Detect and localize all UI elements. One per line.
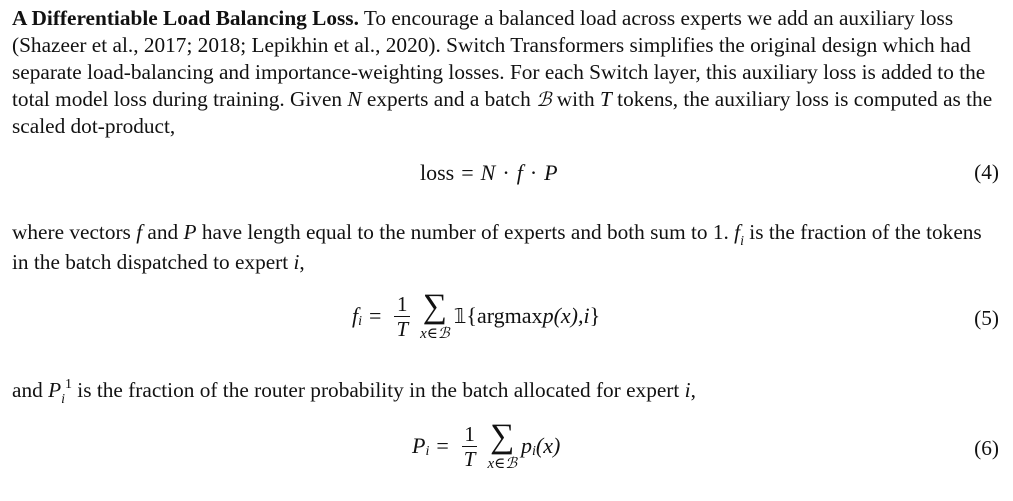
eq4-P: P [544,160,558,185]
paragraph-router-probability [12,377,999,407]
paragraph-text: is the fraction of the router probability in the batch allocated for expert [71,378,685,402]
paragraph-text: To encourage a balanced load across experts we add an auxiliary loss (Shazeer et al., 2017; 2018; Lepikhin et al., 2020). Switch Transformers simplifies the original design which had separate load-balancing and importance-weighting losses. For each Switch layer, this auxiliary loss is added to the total model loss during training. Given [12,6,986,111]
eq4-N: N [480,160,496,185]
equation-5 [352,290,600,342]
paragraph-text: , [690,378,696,402]
paragraph-text: where vectors [12,220,137,244]
math-subscript-i: i [740,234,744,249]
math-symbol-N: N [347,87,362,111]
eq5-numerator: 1 [397,291,408,316]
eq5-indicator: 𝟙 [453,304,467,328]
eq4-equals: = [461,160,474,185]
eq4-f: f [516,160,523,185]
eq4-dot: · [502,160,510,185]
math-symbol-i: i [684,378,691,402]
paragraph-fraction-tokens [12,219,999,276]
math-symbol-batch: ℬ [536,88,552,111]
eq6-fraction [462,422,478,471]
equation-number-6: (6) [974,436,999,460]
eq5-p: p [542,303,554,328]
eq6-denominator: T [463,446,476,471]
eq6-sigma: ∑ [490,418,515,455]
eq6-lhs: P [412,433,426,458]
eq5-sigma: ∑ [422,288,448,325]
math-symbol-P-i: P [48,378,62,402]
eq5-lhs: f [352,303,359,328]
paragraph-text: have length equal to the number of experts and both sum to 1. [196,220,735,244]
paragraph-text: tokens, the auxiliary loss is computed as the scaled dot-product, [12,87,993,138]
section-heading: A Differentiable Load Balancing Loss. [12,6,359,30]
equation-6 [412,420,560,472]
paragraph-text: experts and a batch [361,87,537,111]
paragraph-text: and [12,378,49,402]
math-symbol-i: i [293,250,300,274]
eq5-lhs-subscript: i [358,314,363,329]
eq6-numerator: 1 [464,421,475,446]
eq5-summation [420,290,450,342]
eq6-lhs-subscript: i [425,444,430,459]
eq6-arg: (x) [535,433,561,458]
math-subscript-i: i [61,392,65,407]
eq4-dot: · [529,160,538,185]
eq5-arg: (x), [553,303,584,328]
math-symbol-P: P [183,220,197,244]
math-symbol-f: f [136,220,143,244]
eq6-p: p [521,433,533,458]
eq4-lhs: loss [420,160,455,185]
footnote-marker[interactable]: 1 [64,377,72,392]
equation-number-5: (5) [974,306,999,330]
eq5-i: i [583,303,590,328]
eq5-denominator: T [396,316,409,341]
eq6-p-subscript: i [532,444,536,459]
math-symbol-f-i: f [734,220,741,244]
paragraph-load-balancing [12,5,999,140]
eq6-equals: = [436,433,449,458]
eq5-sum-range: x∈ℬ [420,326,450,342]
eq5-body: {argmax [466,303,543,328]
paragraph-text: with [551,87,600,111]
eq5-close: } [589,303,601,328]
eq5-equals: = [369,303,382,328]
math-symbol-T: T [599,87,612,111]
paragraph-text: , [299,250,305,274]
equation-4 [420,160,558,186]
paragraph-text: and [142,220,184,244]
eq6-summation [487,420,517,472]
eq6-sum-range: x∈ℬ [487,456,518,472]
eq5-fraction [394,292,410,341]
paragraph-text: is the fraction of the tokens in the batch dispatched to expert [12,220,982,274]
equation-number-4: (4) [974,160,999,184]
